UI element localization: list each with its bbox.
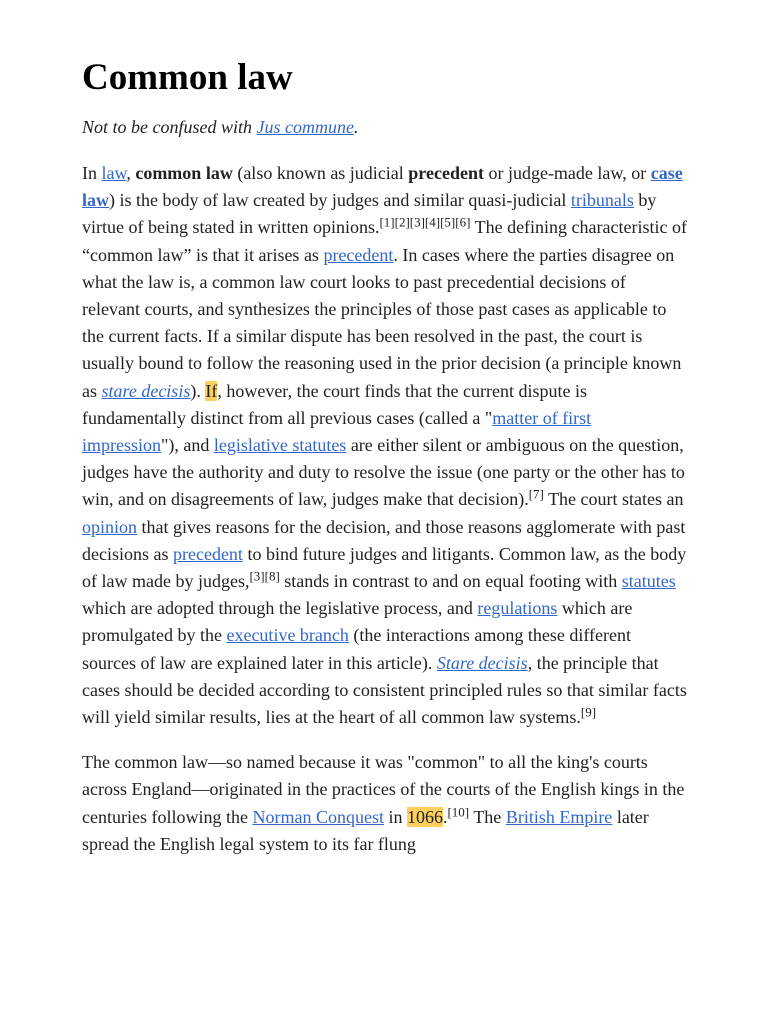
search-highlight: If xyxy=(205,380,218,401)
hatnote-text: Not to be confused with xyxy=(82,117,257,137)
link-statutes[interactable]: statutes xyxy=(621,571,676,592)
reference-citation[interactable]: [10] xyxy=(447,804,470,820)
link-tribunals[interactable]: tribunals xyxy=(570,190,634,211)
reference-citation[interactable]: [9] xyxy=(580,704,597,720)
link-stare-decisis[interactable]: stare decisis xyxy=(101,380,191,401)
hatnote xyxy=(82,114,688,141)
link-precedent[interactable]: precedent xyxy=(172,543,243,564)
paragraph-intro xyxy=(82,160,688,731)
reference-citation[interactable]: [7] xyxy=(528,486,544,502)
text-run: The xyxy=(469,806,506,827)
link-matter-of-first-impression[interactable]: matter of first impression xyxy=(82,407,592,456)
search-highlight: 1066 xyxy=(406,806,443,827)
text-run: later spread the English legal system to its far flung xyxy=(82,806,649,854)
bold-common-law: common law xyxy=(135,163,233,183)
text-run: ). xyxy=(190,380,206,401)
text-run: . In cases where the parties disagree on what the law is, a common law court looks to past precedential decisions of relevant courts, and synthesizes the principles of those past cases as applicable to the current facts. If a similar dispute has been resolved in the past, the court is usually bound to follow the reasoning used in the prior decision (a principle known as xyxy=(82,244,682,401)
text-run: (also known as judicial xyxy=(232,163,409,183)
text-run: The court states an xyxy=(543,489,684,510)
reference-citation[interactable]: [1][2][3][4][5][6] xyxy=(379,214,471,230)
article xyxy=(82,56,688,876)
link-british-empire[interactable]: British Empire xyxy=(505,806,613,827)
page-title: Common law xyxy=(82,57,293,98)
text-run: , xyxy=(126,163,136,183)
text-run: , the principle that cases should be decided according to consistent principled rules so that similar facts will yield similar results, lies at the heart of all common law systems. xyxy=(82,652,687,728)
link-stare-decisis[interactable]: Stare decisis xyxy=(436,652,528,673)
text-run: to bind future judges and litigants. Common law, as the body of law made by judges, xyxy=(82,543,687,592)
text-run: , however, the court finds that the current dispute is fundamentally distinct from all previous cases (called a " xyxy=(82,380,588,428)
text-run: are either silent or ambiguous on the question, judges have the authority and duty to resolve the issue (one party or the other has to win, and on disagreements of law, judges make that decision). xyxy=(82,435,685,510)
link-norman-conquest[interactable]: Norman Conquest xyxy=(252,806,384,827)
text-run: ) is the body of law created by judges and similar quasi-judicial xyxy=(109,190,571,211)
text-run: "), and xyxy=(161,435,214,456)
text-run: which are adopted through the legislative process, and xyxy=(82,598,478,619)
reference-citation[interactable]: [3][8] xyxy=(249,568,280,584)
text-run: . xyxy=(442,806,448,827)
link-jus-commune[interactable]: Jus commune xyxy=(256,117,354,137)
link-regulations[interactable]: regulations xyxy=(477,598,558,619)
text-run: In xyxy=(82,163,102,183)
link-law[interactable]: law xyxy=(101,163,127,183)
link-opinion[interactable]: opinion xyxy=(82,516,138,537)
paragraph-history xyxy=(82,749,688,858)
text-run: or judge-made law, or xyxy=(483,163,651,183)
hatnote-suffix: . xyxy=(353,117,359,137)
text-run: which are promulgated by the xyxy=(82,598,633,646)
link-executive-branch[interactable]: executive branch xyxy=(226,625,349,646)
link-legislative-statutes[interactable]: legislative statutes xyxy=(213,435,347,456)
text-run: that gives reasons for the decision, and those reasons agglomerate with past decisions as xyxy=(82,516,686,564)
text-run: by virtue of being stated in written opinions. xyxy=(82,190,657,238)
text-run: stands in contrast to and on equal footing with xyxy=(279,571,622,592)
text-run: The common law—so named because it was "common" to all the king's courts across England—originated in the practices of the courts of the English kings in the centuries following the xyxy=(82,752,685,827)
link-precedent[interactable]: precedent xyxy=(323,244,394,265)
text-run: (the interactions among these different sources of law are explained later in this article). xyxy=(82,625,631,673)
text-run: The defining characteristic of “common law” is that it arises as xyxy=(82,217,687,265)
link-case-law[interactable]: case law xyxy=(82,163,683,211)
bold-precedent: precedent xyxy=(408,163,484,183)
text-run: in xyxy=(383,806,407,827)
